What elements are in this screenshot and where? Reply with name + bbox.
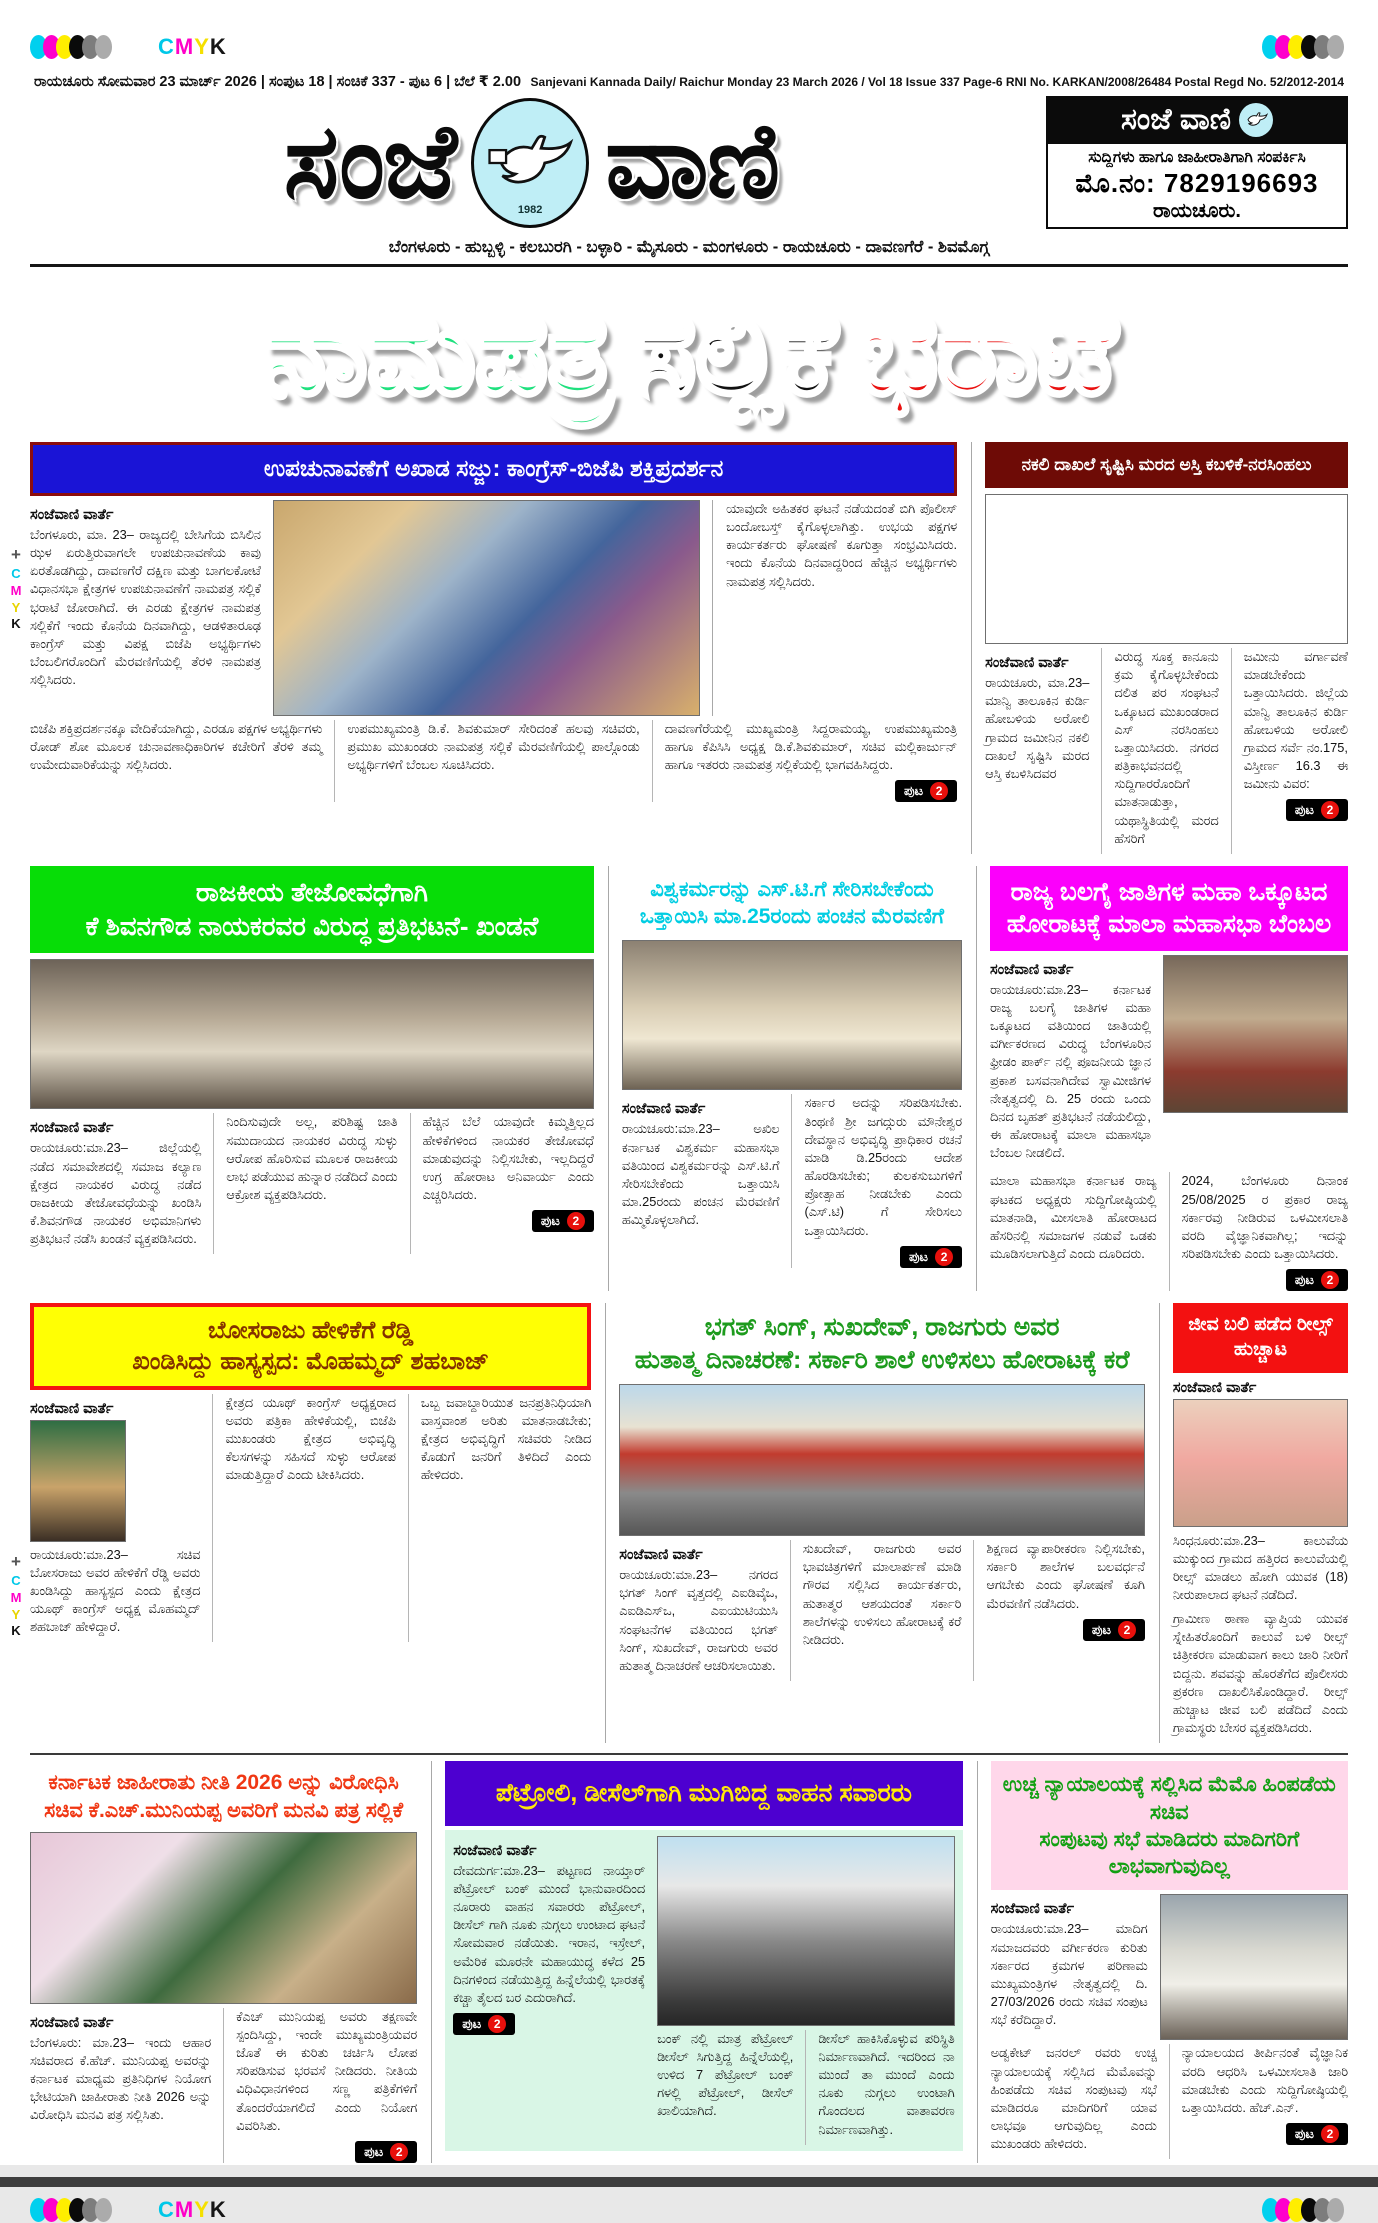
- article-paragraph: ಯಾವುದೇ ಅಹಿತಕರ ಘಟನೆ ನಡೆಯದಂತೆ ಬಿಗಿ ಪೊಲೀಸ್ ಬಂದೋಬಸ್ತ್ ಕೈಗೊಳ್ಳಲಾಗಿತ್ತು. ಉಭಯ ಪಕ್ಷಗಳ ಕಾರ್ಯಕರ್ತರು ಘೋಷಣೆ ಕೂಗುತ್ತಾ ಸಂಭ್ರಮಿಸಿದರು. ಇಂದು ಕೊನೆಯ ದಿನವಾದ್ದರಿಂದ ಹೆಚ್ಚಿನ ಅಭ್ಯರ್ಥಿಗಳು ನಾಮಪತ್ರ ಸಲ್ಲಿಸಿದರು.: [726, 500, 958, 589]
- article-paragraph: ರಾಯಚೂರು:ಮಾ.23– ನಗರದ ಭಗತ್ ಸಿಂಗ್ ವೃತ್ತದಲ್ಲಿ ಎಐಡಿವೈಒ, ಎಐಡಿಎಸ್ಒ, ಎಐಯುಟಿಯುಸಿ ಸಂಘಟನೆಗಳ ವತಿಯಿಂದ ಭಗತ್ ಸಿಂಗ್, ಸುಖದೇವ್, ರಾಜಗುರು ಅವರ ಹುತಾತ್ಮ ದಿನಾಚರಣೆ ಆಚರಿಸಲಾಯಿತು.: [619, 1567, 778, 1673]
- article-paragraph: ಸುಖದೇವ್, ರಾಜಗುರು ಅವರ ಭಾವಚಿತ್ರಗಳಿಗೆ ಮಾಲಾರ್ಪಣೆ ಮಾಡಿ ಗೌರವ ಸಲ್ಲಿಸಿದ ಕಾರ್ಯಕರ್ತರು, ಹುತಾತ್ಮರ ಆಶಯದಂತೆ ಸರ್ಕಾರಿ ಶಾಲೆಗಳನ್ನು ಉಳಿಸಲು ಹೋರಾಟಕ್ಕೆ ಕರೆ ನೀಡಿದರು.: [802, 1541, 962, 1647]
- dateline-english: Sanjevani Kannada Daily/ Raichur Monday 23 March 2026 / Vol 18 Issue 337 Page-6 RNI No. KARKAN/2008/26484 Postal Regd No. 52/2012-2014: [530, 75, 1344, 89]
- bottom-rule: [0, 2177, 1378, 2187]
- article-reels-drowning: [1159, 1303, 1348, 1743]
- article-vishwakarma-demand: [608, 866, 962, 1291]
- photo-reels-victim: [1173, 1399, 1348, 1527]
- banner-word-2: ಸಲ್ಲಿಕೆ: [635, 288, 836, 418]
- article-paragraph: ಕೆಎಚ್ ಮುನಿಯಪ್ಪ ಅವರು ತಕ್ಷಣವೇ ಸ್ಪಂದಿಸಿದ್ದು, ಇಂದೇ ಮುಖ್ಯಮಂತ್ರಿಯವರ ಜೊತೆ ಈ ಕುರಿತು ಚರ್ಚಿಸಿ ಲೋಪ ಸರಿಪಡಿಸುವ ಭರವಸೆ ನೀಡಿದರು. ನೀತಿಯ ವಿಧಿವಿಧಾನಗಳಿಂದ ಸಣ್ಣ ಪತ್ರಿಕೆಗಳಿಗೆ ತೊಂದರೆಯಾಗಲಿದೆ ಎಂದು ನಿಯೋಗ ವಿವರಿಸಿತು.: [236, 2008, 418, 2133]
- article-paragraph: 2024, ಬೆಂಗಳೂರು ದಿನಾಂಕ 25/08/2025 ರ ಪ್ರಕಾರ ರಾಜ್ಯ ಸರ್ಕಾರವು ನೀಡಿರುವ ಒಳಮೀಸಲಾತಿ ವರದಿ ವೈಜ್ಞಾನಿಕವಾಗಿಲ್ಲ; ಇದನ್ನು ಸರಿಪಡಿಸಬೇಕು ಎಂದು ಒತ್ತಾಯಿಸಿದರು.: [1181, 1173, 1348, 1261]
- byline: ಸಂಜೆವಾಣಿ ವಾರ್ತೆ: [453, 1842, 537, 1859]
- banner-word-3: ಭರಾಟೆ: [859, 288, 1116, 418]
- photo-mala-mahasabha-leaders: [1163, 955, 1348, 1113]
- photo-press-meet-dalit-leaders: [985, 494, 1348, 644]
- continued-page-badge: ಪುಟ 2: [1083, 1619, 1145, 1641]
- bottom-registration-strip: [0, 2187, 1378, 2223]
- article-headline: ಜೀವ ಬಲಿ ಪಡೆದ ರೀಲ್ಸ್ ಹುಚ್ಚಾಟ: [1173, 1303, 1348, 1372]
- vertical-registration-mark: + C M Y K: [10, 545, 22, 632]
- byline: ಸಂಜೆವಾಣಿ ವಾರ್ತೆ: [990, 961, 1074, 978]
- cmyk-dots-right-icon: [1266, 2198, 1344, 2222]
- article-paragraph: ಹೆಚ್ಚಿನ ಬೆಲೆ ಯಾವುದೇ ಕಿಮ್ಮತ್ತಿಲ್ಲದ ಹೇಳಿಕೆಗಳಿಂದ ನಾಯಕರ ತೇಜೋವಧೆ ಮಾಡುವುದನ್ನು ನಿಲ್ಲಿಸಬೇಕು, ಇಲ್ಲದಿದ್ದರೆ ಉಗ್ರ ಹೋರಾಟ ಅನಿವಾರ್ಯ ಎಂದು ಎಚ್ಚರಿಸಿದರು.: [422, 1114, 594, 1203]
- article-headline: ರಾಜ್ಯ ಬಲಗೈ ಜಾತಿಗಳ ಮಹಾ ಒಕ್ಕೂಟದ ಹೋರಾಟಕ್ಕೆ ಮಾಲಾ ಮಹಾಸಭಾ ಬೆಂಬಲ: [990, 866, 1348, 951]
- article-bypoll-nominations: [30, 442, 957, 854]
- article-paragraph: ದೇವದುರ್ಗ:ಮಾ.23– ಪಟ್ಟಣದ ನಾಯ್ತಾರ್ ಪೆಟ್ರೋಲ್ ಬಂಕ್ ಮುಂದೆ ಭಾನುವಾರದಿಂದ ನೂರಾರು ವಾಹನ ಸವಾರರು ಪೆಟ್ರೋಲ್, ಡೀಸೆಲ್ ಗಾಗಿ ನೂಕು ನುಗ್ಗಲು ಉಂಟಾದ ಘಟನೆ ಸೋಮವಾರ ನಡೆಯಿತು. ಇರಾನ, ಇಸ್ರೇಲ್, ಅಮೆರಿಕ ಮೂರನೇ ಮಹಾಯುದ್ಧ ಕಳೆದ 25 ದಿನಗಳಿಂದ ನಡೆಯುತ್ತಿದ್ದ ಹಿನ್ನೆಲೆಯಲ್ಲಿ ಭಾರತಕ್ಕೆ ಕಚ್ಚಾ ತೈಲದ ಬರ ಎದುರಾಗಿದೆ.: [453, 1862, 646, 2005]
- photo-protest-meeting: [30, 959, 594, 1109]
- photo-vishwakarma-press: [622, 940, 962, 1090]
- article-headline: ಪೆಟ್ರೋಲಿ, ಡೀಸೆಲ್‌ಗಾಗಿ ಮುಗಿಬಿದ್ದ ವಾಹನ ಸವಾರರು: [445, 1761, 962, 1826]
- article-headline: ಕರ್ನಾಟಕ ಜಾಹೀರಾತು ನೀತಿ 2026 ಅನ್ನು ವಿರೋಧಿಸಿ ಸಚಿವ ಕೆ.ಎಚ್.ಮುನಿಯಪ್ಪ ಅವರಿಗೆ ಮನವಿ ಪತ್ರ ಸಲ್ಲಿಕೆ: [30, 1761, 417, 1832]
- continued-page-badge: ಪುಟ 2: [895, 780, 957, 802]
- article-paragraph: ಬಂಕ್ ನಲ್ಲಿ ಮಾತ್ರ ಪೆಟ್ರೋಲ್ ಡೀಸೆಲ್ ಸಿಗುತ್ತಿದ್ದ ಹಿನ್ನೆಲೆಯಲ್ಲಿ, ಉಳಿದ 7 ಪೆಟ್ರೋಲ್ ಬಂಕ್ ಗಳಲ್ಲಿ ಪೆಟ್ರೋಲ್, ಡೀಸೆಲ್ ಖಾಲಿಯಾಗಿದೆ.: [657, 2030, 794, 2119]
- banner-headline: [0, 267, 1378, 436]
- byline: ಸಂಜೆವಾಣಿ ವಾರ್ತೆ: [30, 2014, 114, 2031]
- photo-shahabaz-portrait: [30, 1420, 126, 1542]
- vertical-registration-mark: + C M Y K: [10, 1552, 22, 1639]
- byline: ಸಂಜೆವಾಣಿ ವಾರ್ತೆ: [30, 506, 114, 523]
- masthead-word-left: ಸಂಜೆ: [283, 103, 456, 220]
- continued-page-badge: ಪುಟ 2: [532, 1210, 594, 1232]
- edition-cities-strip: ಬೆಂಗಳೂರು - ಹುಬ್ಬಳ್ಳಿ - ಕಲಬುರಗಿ - ಬಳ್ಳಾರಿ - ಮೈಸೂರು - ಮಂಗಳೂರು - ರಾಯಚೂರು - ದಾವಣಗೆರೆ - ಶಿವಮೊಗ್ಗ: [30, 233, 1348, 267]
- photo-nomination-rally: [273, 500, 700, 716]
- top-registration-strip: [0, 0, 1378, 60]
- masthead: [0, 90, 1378, 229]
- byline: ಸಂಜೆವಾಣಿ ವಾರ್ತೆ: [619, 1547, 703, 1564]
- dateline: [0, 60, 1378, 90]
- article-headline: ಭಗತ್ ಸಿಂಗ್, ಸುಖದೇವ್, ರಾಜಗುರು ಅವರ ಹುತಾತ್ಮ ದಿನಾಚರಣೆ: ಸರ್ಕಾರಿ ಶಾಲೆ ಉಳಿಸಲು ಹೋರಾಟಕ್ಕೆ ಕರೆ: [619, 1303, 1145, 1384]
- continued-page-badge: ಪುಟ 2: [1286, 2123, 1348, 2145]
- article-paragraph: ಬೆಂಗಳೂರು: ಮಾ.23– ಇಂದು ಆಹಾರ ಸಚಿವರಾದ ಕೆ.ಹೆಚ್. ಮುನಿಯಪ್ಪ ಅವರನ್ನು ಕರ್ನಾಟಕ ಮಾಧ್ಯಮ ಪ್ರತಿನಿಧಿಗಳ ನಿಯೋಗ ಭೇಟಿಯಾಗಿ ಜಾಹೀರಾತು ನೀತಿ 2026 ಅನ್ನು ವಿರೋಧಿಸಿ ಮನವಿ ಪತ್ರ ಸಲ್ಲಿಸಿತು.: [30, 2034, 212, 2123]
- masthead-title: [30, 98, 1032, 228]
- section-divider: [30, 1753, 1348, 1755]
- article-paragraph: ರಾಯಚೂರು:ಮಾ.23– ಸಚಿವ ಬೋಸರಾಜು ಅವರ ಹೇಳಿಕೆಗೆ ರೆಡ್ಡಿ ಅವರು ಖಂಡಿಸಿದ್ದು ಹಾಸ್ಯಸ್ಪದ ಎಂದು ಕ್ಷೇತ್ರದ ಯೂಥ್ ಕಾಂಗ್ರೆಸ್ ಅಧ್ಯಕ್ಷ ಮೊಹಮ್ಮದ್ ಶಹಬಾಜ್ ಹೇಳಿದ್ದಾರೆ.: [30, 1546, 201, 1635]
- article-paragraph: ಬಿಜೆಪಿ ಶಕ್ತಿಪ್ರದರ್ಶನಕ್ಕೂ ವೇದಿಕೆಯಾಗಿದ್ದು, ಎರಡೂ ಪಕ್ಷಗಳ ಅಭ್ಯರ್ಥಿಗಳು ರೋಡ್ ಶೋ ಮೂಲಕ ಚುನಾವಣಾಧಿಕಾರಿಗಳ ಕಚೇರಿಗೆ ತೆರಳಿ ತಮ್ಮ ಉಮೇದುವಾರಿಕೆಯನ್ನು ಸಲ್ಲಿಸಿದರು.: [30, 720, 323, 773]
- article-headline: ನಕಲಿ ದಾಖಲೆ ಸೃಷ್ಟಿಸಿ ಮರದ ಅಸ್ತಿ ಕಬಳಿಕೆ-ನರಸಿಂಹಲು: [985, 442, 1348, 488]
- byline: ಸಂಜೆವಾಣಿ ವಾರ್ತೆ: [985, 655, 1069, 672]
- dateline-kannada: ರಾಯಚೂರು ಸೋಮವಾರ 23 ಮಾರ್ಚ್ 2026 | ಸಂಪುಟ 18 | ಸಂಚಿಕೆ 337 - ಪುಟ 6 | ಬೆಲೆ ₹ 2.00: [34, 74, 522, 90]
- cmyk-label: CMYK: [158, 2196, 227, 2222]
- article-paragraph: ಗ್ರಾಮೀಣ ಠಾಣಾ ವ್ಯಾಪ್ತಿಯ ಯುವಕ ಸ್ನೇಹಿತರೊಂದಿಗೆ ಕಾಲುವೆ ಬಳಿ ರೀಲ್ಸ್ ಚಿತ್ರೀಕರಣ ಮಾಡುವಾಗ ಕಾಲು ಜಾರಿ ನೀರಿಗೆ ಬಿದ್ದನು. ಶವವನ್ನು ಹೊರತೆಗೆದ ಪೊಲೀಸರು ಪ್ರಕರಣ ದಾಖಲಿಸಿಕೊಂಡಿದ್ದಾರೆ. ರೀಲ್ಸ್ ಹುಚ್ಚಾಟ ಜೀವ ಬಲಿ ಪಡೆದಿದೆ ಎಂದು ಗ್ರಾಮಸ್ಥರು ಬೇಸರ ವ್ಯಕ್ತಪಡಿಸಿದರು.: [1172, 1611, 1348, 1736]
- article-paragraph: ಮಾಲಾ ಮಹಾಸಭಾ ಕರ್ನಾಟಕ ರಾಜ್ಯ ಘಟಕದ ಅಧ್ಯಕ್ಷರು ಸುದ್ದಿಗೋಷ್ಠಿಯಲ್ಲಿ ಮಾತನಾಡಿ, ಮೀಸಲಾತಿ ಹೋರಾಟದ ಹೆಸರಿನಲ್ಲಿ ಸಮಾಜಗಳ ನಡುವೆ ಒಡಕು ಮೂಡಿಸಲಾಗುತ್ತಿದೆ ಎಂದು ದೂರಿದರು.: [990, 1173, 1157, 1261]
- cmyk-dots-right-icon: [1266, 35, 1344, 59]
- photo-martyrs-day-march: [619, 1384, 1145, 1536]
- article-paragraph: ಶಿಕ್ಷಣದ ವ್ಯಾಪಾರೀಕರಣ ನಿಲ್ಲಿಸಬೇಕು, ಸರ್ಕಾರಿ ಶಾಲೆಗಳ ಬಲವರ್ಧನೆ ಆಗಬೇಕು ಎಂದು ಘೋಷಣೆ ಕೂಗಿ ಮೆರವಣಿಗೆ ನಡೆಸಿದರು.: [986, 1541, 1145, 1611]
- photo-madiga-press-meet: [1160, 1894, 1348, 2040]
- article-paragraph: ಉಪಮುಖ್ಯಮಂತ್ರಿ ಡಿ.ಕೆ. ಶಿವಕುಮಾರ್ ಸೇರಿದಂತೆ ಹಲವು ಸಚಿವರು, ಪ್ರಮುಖ ಮುಖಂಡರು ನಾಮಪತ್ರ ಸಲ್ಲಿಕೆ ಮೆರವಣಿಗೆಯಲ್ಲಿ ಪಾಲ್ಗೊಂಡು ಅಭ್ಯರ್ಥಿಗಳಿಗೆ ಬೆಂಬಲ ಸೂಚಿಸಿದರು.: [347, 720, 640, 773]
- continued-page-badge: ಪುಟ 2: [453, 2013, 515, 2035]
- article-fake-documents: [971, 442, 1348, 854]
- cmyk-label: CMYK: [158, 34, 227, 59]
- article-headline: ಉಪಚುನಾವಣೆಗೆ ಅಖಾಡ ಸಜ್ಜು: ಕಾಂಗ್ರೆಸ್-ಬಿಜೆಪಿ ಶಕ್ತಿಪ್ರದರ್ಶನ: [30, 442, 957, 496]
- article-ad-policy-memorandum: [30, 1761, 417, 2163]
- photo-petrol-bunk-crowd: [657, 1836, 954, 2026]
- article-headline: ಉಚ್ಚ ನ್ಯಾಯಾಲಯಕ್ಕೆ ಸಲ್ಲಿಸಿದ ಮೆಮೊ ಹಿಂಪಡೆಯ ಸಚಿವ ಸಂಪುಟವು ಸಭೆ ಮಾಡಿದರು ಮಾದಿಗರಿಗೆ ಲಾಭವಾಗುವುದಿಲ್ಲ: [991, 1761, 1348, 1890]
- byline: ಸಂಜೆವಾಣಿ ವಾರ್ತೆ: [30, 1120, 114, 1137]
- article-paragraph: ರಾಯಚೂರು:ಮಾ.23– ಅಖಿಲ ಕರ್ನಾಟಕ ವಿಶ್ವಕರ್ಮ ಮಹಾಸಭಾ ವತಿಯಿಂದ ವಿಶ್ವಕರ್ಮರನ್ನು ಎಸ್.ಟಿ.ಗೆ ಸೇರಿಸಬೇಕೆಂದು ಒತ್ತಾಯಿಸಿ ಮಾ.25ರಂದು ಪಂಚನ ಮೆರವಣಿಗೆ ಹಮ್ಮಿಕೊಳ್ಳಲಾಗಿದೆ.: [621, 1121, 780, 1228]
- continued-page-badge: ಪುಟ 2: [355, 2141, 417, 2163]
- byline: ಸಂಜೆವಾಣಿ ವಾರ್ತೆ: [30, 1400, 114, 1417]
- article-paragraph: ರಾಯಚೂರು:ಮಾ.23– ಮಾದಿಗ ಸಮಾಜದವರು ವರ್ಗೀಕರಣ ಕುರಿತು ಸರ್ಕಾರದ ಕ್ರಮಗಳ ಪರಿಣಾಮ ಮುಖ್ಯಮಂತ್ರಿಗಳ ನೇತೃತ್ವದಲ್ಲಿ ದಿ. 27/03/2026 ರಂದು ಸಚಿವ ಸಂಪುಟ ಸಭೆ ಕರೆದಿದ್ದಾರೆ.: [990, 1921, 1148, 2028]
- continued-page-badge: ಪುಟ 2: [1286, 1269, 1348, 1291]
- article-paragraph: ರಾಯಚೂರು, ಮಾ.23– ಮಾನ್ವಿ ತಾಲೂಕಿನ ಕುರ್ಡಿ ಹೋಬಳಿಯ ಅರೋಲಿ ಗ್ರಾಮದ ಜಮೀನಿನ ನಕಲಿ ದಾಖಲೆ ಸೃಷ್ಟಿಸಿ ಮರದ ಆಸ್ತಿ ಕಬಳಿಸಿದವರ: [985, 675, 1090, 781]
- continued-page-badge: ಪುಟ 2: [900, 1246, 962, 1268]
- article-headline: ರಾಜಕೀಯ ತೇಜೋವಧೆಗಾಗಿ ಕೆ ಶಿವನಗೌಡ ನಾಯಕರವರ ವಿರುದ್ಧ ಪ್ರತಿಭಟನೆ- ಖಂಡನೆ: [30, 866, 594, 954]
- article-paragraph: ರಾಯಚೂರು:ಮಾ.23– ಕರ್ನಾಟಕ ರಾಜ್ಯ ಬಲಗೈ ಜಾತಿಗಳ ಮಹಾ ಒಕ್ಕೂಟದ ವತಿಯಿಂದ ಜಾತಿಯಲ್ಲಿ ವರ್ಗೀಕರಣದ ವಿರುದ್ಧ ಬೆಂಗಳೂರಿನ ಫ್ರೀಡಂ ಪಾರ್ಕ್ ನಲ್ಲಿ ಪೂಜನೀಯ ಜ್ಞಾನ ಪ್ರಕಾಶ ಬಸವನಾಗಿದೇವ ಸ್ವಾಮೀಜಿಗಳ ನೇತೃತ್ವದಲ್ಲಿ ದಿ. 25 ರಂದು ಒಂದು ದಿನದ ಬೃಹತ್ ಪ್ರತಿಭಟನೆ ನಡೆಯಲಿದ್ದು, ಈ ಹೋರಾಟಕ್ಕೆ ಮಾಲಾ ಮಹಾಸಭಾ ಬೆಂಬಲ ನೀಡಲಿದೆ.: [990, 981, 1151, 1161]
- byline: ಸಂಜೆವಾಣಿ ವಾರ್ತೆ: [621, 1101, 706, 1118]
- cmyk-dots-left-icon: [34, 2198, 112, 2222]
- dove-logo-icon: [471, 98, 589, 228]
- article-madiga-cabinet-memo: [977, 1761, 1348, 2163]
- article-petrol-rush: [431, 1761, 962, 2163]
- contact-tagline: ಸುದ್ದಿಗಳು ಹಾಗೂ ಜಾಹೀರಾತಿಗಾಗಿ ಸಂಪರ್ಕಿಸಿ: [1048, 142, 1346, 168]
- established-year: 1982: [517, 203, 543, 216]
- article-paragraph: ಬೆಂಗಳೂರು, ಮಾ. 23– ರಾಜ್ಯದಲ್ಲಿ ಬೇಸಿಗೆಯ ಬಿಸಿಲಿನ ಝಳ ಏರುತ್ತಿರುವಾಗಲೇ ಉಪಚುನಾವಣೆಯ ಕಾವು ಏರತೊಡಗಿದ್ದು, ದಾವಣಗೆರೆ ದಕ್ಷಿಣ ಮತ್ತು ಬಾಗಲಕೋಟೆ ವಿಧಾನಸಭಾ ಕ್ಷೇತ್ರಗಳ ಉಪಚುನಾವಣೆಗೆ ನಾಮಪತ್ರ ಸಲ್ಲಿಕೆ ಭರಾಟೆ ಜೋರಾಗಿದೆ. ಈ ಎರಡು ಕ್ಷೇತ್ರಗಳ ನಾಮಪತ್ರ ಸಲ್ಲಿಕೆಗೆ ಇಂದು ಕೊನೆಯ ದಿನವಾಗಿದ್ದು, ಆಡಳಿತಾರೂಢ ಕಾಂಗ್ರೆಸ್ ಮತ್ತು ವಿಪಕ್ಷ ಬಿಜೆಪಿ ಅಭ್ಯರ್ಥಿಗಳು ಬೆಂಬಲಿಗರೊಂದಿಗೆ ಮೆರವಣಿಗೆಯಲ್ಲಿ ತೆರಳಿ ನಾಮಪತ್ರ ಸಲ್ಲಿಸಿದರು.: [30, 526, 261, 688]
- byline: ಸಂಜೆವಾಣಿ ವಾರ್ತೆ: [990, 1901, 1074, 1918]
- cmyk-dots-left-icon: [34, 35, 112, 59]
- article-paragraph: ನಿಂದಿಸುವುದೇ ಅಲ್ಲ, ಪರಿಶಿಷ್ಟ ಜಾತಿ ಸಮುದಾಯದ ನಾಯಕರ ವಿರುದ್ಧ ಸುಳ್ಳು ಆರೋಪ ಹೊರಿಸುವ ಮೂಲಕ ರಾಜಕೀಯ ಲಾಭ ಪಡೆಯುವ ಹುನ್ನಾರ ನಡೆದಿದೆ ಎಂದು ಆಕ್ರೋಶ ವ್ಯಕ್ತಪಡಿಸಿದರು.: [226, 1114, 398, 1203]
- article-paragraph: ಅಡ್ವಕೇಟ್ ಜನರಲ್ ರವರು ಉಚ್ಚ ನ್ಯಾಯಾಲಯಕ್ಕೆ ಸಲ್ಲಿಸಿದ ಮೆಮೊವನ್ನು ಹಿಂಪಡೆದು ಸಚಿವ ಸಂಪುಟವು ಸಭೆ ಮಾಡಿದರೂ ಮಾದಿಗರಿಗೆ ಯಾವ ಲಾಭವೂ ಆಗುವುದಿಲ್ಲ ಎಂದು ಮುಖಂಡರು ಹೇಳಿದರು.: [990, 2045, 1157, 2152]
- dove-mini-icon: [1239, 103, 1273, 137]
- article-paragraph: ದಾವಣಗೆರೆಯಲ್ಲಿ ಮುಖ್ಯಮಂತ್ರಿ ಸಿದ್ದರಾಮಯ್ಯ, ಉಪಮುಖ್ಯಮಂತ್ರಿ ಹಾಗೂ ಕೆಪಿಸಿಸಿ ಅಧ್ಯಕ್ಷ ಡಿ.ಕೆ.ಶಿವಕುಮಾರ್, ಸಚಿವ ಮಲ್ಲಿಕಾರ್ಜುನ್ ಹಾಗೂ ಇತರರು ನಾಮಪತ್ರ ಸಲ್ಲಿಕೆಯಲ್ಲಿ ಭಾಗವಹಿಸಿದ್ದರು.: [664, 720, 958, 773]
- article-martyrs-day: [605, 1303, 1145, 1743]
- banner-word-1: ನಾಮಪತ್ರ: [262, 288, 612, 418]
- continued-page-badge: ಪುಟ 2: [1286, 799, 1348, 821]
- article-mala-mahasabha-support: [976, 866, 1348, 1291]
- article-headline: ಬೋಸರಾಜು ಹೇಳಿಕೆಗೆ ರೆಡ್ಡಿ ಖಂಡಿಸಿದ್ದು ಹಾಸ್ಯಸ್ಪದ: ಮೊಹಮ್ಮದ್ ಶಹಬಾಜ್: [30, 1303, 591, 1389]
- contact-phone: ಮೊ.ನಂ: 7829196693: [1075, 168, 1319, 198]
- article-paragraph: ಡೀಸೆಲ್ ಹಾಕಿಸಿಕೊಳ್ಳುವ ಪರಿಸ್ಥಿತಿ ನಿರ್ಮಾಣವಾಗಿದೆ. ಇದರಿಂದ ನಾ ಮುಂದೆ ತಾ ಮುಂದೆ ಎಂದು ನೂಕು ನುಗ್ಗಲು ಉಂಟಾಗಿ ಗೊಂದಲದ ವಾತಾವರಣ ನಿರ್ಮಾಣವಾಗಿತ್ತು.: [818, 2030, 955, 2137]
- photo-memorandum-handover: [30, 1832, 417, 2004]
- article-paragraph: ಜಮೀನು ವರ್ಗಾವಣೆ ಮಾಡಬೇಕೆಂದು ಒತ್ತಾಯಿಸಿದರು. ಜಿಲ್ಲೆಯ ಮಾನ್ವಿ ತಾಲೂಕಿನ ಕುರ್ಡಿ ಹೋಬಳಿಯ ಅರೋಲಿ ಗ್ರಾಮದ ಸರ್ವೆ ನಂ.175, ವಿಸ್ತೀರ್ಣ 16.3 ಈ ಜಮೀನು ವಿವರ:: [1243, 649, 1348, 792]
- article-shahabaz-statement: [30, 1303, 591, 1743]
- contact-box: [1046, 96, 1348, 229]
- article-paragraph: ರಾಯಚೂರು:ಮಾ.23– ಜಿಲ್ಲೆಯಲ್ಲಿ ನಡೆದ ಸಮಾವೇಶದಲ್ಲಿ ಸಮಾಜ ಕಲ್ಯಾಣ ಕ್ಷೇತ್ರದ ನಾಯಕರ ವಿರುದ್ಧ ನಡೆದ ರಾಜಕೀಯ ತೇಜೋವಧೆಯನ್ನು ಖಂಡಿಸಿ ಕೆ.ಶಿವನಗೌಡ ನಾಯಕರ ಅಭಿಮಾನಿಗಳು ಪ್ರತಿಭಟನೆ ನಡೆಸಿ ಖಂಡನೆ ವ್ಯಕ್ತಪಡಿಸಿದರು.: [30, 1140, 202, 1247]
- article-paragraph: ವಿರುದ್ಧ ಸೂಕ್ತ ಕಾನೂನು ಕ್ರಮ ಕೈಗೊಳ್ಳಬೇಕೆಂದು ದಲಿತ ಪರ ಸಂಘಟನೆ ಒಕ್ಕೂಟದ ಮುಖಂಡರಾದ ಎಸ್ ನರಸಿಂಹಲು ಒತ್ತಾಯಿಸಿದರು. ನಗರದ ಪತ್ರಿಕಾಭವನದಲ್ಲಿ ಸುದ್ದಿಗಾರರೊಂದಿಗೆ ಮಾತನಾಡುತ್ತಾ, ಯಥಾಸ್ಥಿತಿಯಲ್ಲಿ ಮರದ ಹೆಸರಿಗೆ: [1114, 649, 1219, 846]
- article-paragraph: ಸಿಂಧನೂರು:ಮಾ.23– ಕಾಲುವೆಯ ಮುಕ್ಕುಂದ ಗ್ರಾಮದ ಹತ್ತಿರದ ಕಾಲುವೆಯಲ್ಲಿ ರೀಲ್ಸ್ ಮಾಡಲು ಹೋಗಿ ಯುವಕ (18) ನೀರುಪಾಲಾದ ಘಟನೆ ನಡೆದಿದೆ.: [1172, 1532, 1348, 1602]
- article-paragraph: ಕ್ಷೇತ್ರದ ಯೂಥ್ ಕಾಂಗ್ರೆಸ್ ಅಧ್ಯಕ್ಷರಾದ ಅವರು ಪತ್ರಿಕಾ ಹೇಳಿಕೆಯಲ್ಲಿ, ಬಿಜೆಪಿ ಮುಖಂಡರು ಕ್ಷೇತ್ರದ ಅಭಿವೃದ್ಧಿ ಕೆಲಸಗಳನ್ನು ಸಹಿಸದೆ ಸುಳ್ಳು ಆರೋಪ ಮಾಡುತ್ತಿದ್ದಾರೆ ಎಂದು ಟೀಕಿಸಿದರು.: [225, 1394, 396, 1483]
- article-headline: ವಿಶ್ವಕರ್ಮರನ್ನು ಎಸ್.ಟಿ.ಗೆ ಸೇರಿಸಬೇಕೆಂದು ಒತ್ತಾಯಿಸಿ ಮಾ.25ರಂದು ಪಂಚನ ಮೆರವಣಿಗೆ: [622, 866, 962, 941]
- contact-city: ರಾಯಚೂರು.: [1153, 200, 1241, 222]
- article-paragraph: ಒಬ್ಬ ಜವಾಬ್ದಾರಿಯುತ ಜನಪ್ರತಿನಿಧಿಯಾಗಿ ವಾಸ್ತವಾಂಶ ಅರಿತು ಮಾತನಾಡಬೇಕು; ಕ್ಷೇತ್ರದ ಅಭಿವೃದ್ಧಿಗೆ ಸಚಿವರು ನೀಡಿದ ಕೊಡುಗೆ ಜನರಿಗೆ ತಿಳಿದಿದೆ ಎಂದು ಹೇಳಿದರು.: [420, 1394, 592, 1483]
- article-paragraph: ಸರ್ಕಾರ ಅದನ್ನು ಸರಿಪಡಿಸಬೇಕು. ತಿಂಥಣಿ ಶ್ರೀ ಜಗದ್ಗುರು ಮೌನೇಶ್ವರ ದೇವಸ್ಥಾನ ಅಭಿವೃದ್ಧಿ ಪ್ರಾಧಿಕಾರ ರಚನೆ ಮಾಡಿ ಡಿ.25ರಂದು ಆದೇಶ ಹೊರಡಿಸಬೇಕು; ಕುಲಕಸುಬುಗಳಿಗೆ ಪ್ರೋತ್ಸಾಹ ನೀಡಬೇಕು ಎಂದು (ಎಸ್.ಟಿ) ಗೆ ಸೇರಿಸಲು ಒತ್ತಾಯಿಸಿದರು.: [804, 1095, 963, 1238]
- article-shivanagouda-protest: [30, 866, 594, 1291]
- byline: ಸಂಜೆವಾಣಿ ವಾರ್ತೆ: [1172, 1379, 1257, 1396]
- article-paragraph: ನ್ಯಾಯಾಲಯದ ತೀರ್ಪಿನಂತೆ ವೈಜ್ಞಾನಿಕ ವರದಿ ಆಧರಿಸಿ ಒಳಮೀಸಲಾತಿ ಜಾರಿ ಮಾಡಬೇಕು ಎಂದು ಸುದ್ದಿಗೋಷ್ಠಿಯಲ್ಲಿ ಒತ್ತಾಯಿಸಿದರು. ಹೆಚ್.ಎನ್.: [1181, 2045, 1348, 2115]
- masthead-word-right: ವಾಣಿ: [605, 103, 779, 220]
- contact-box-title: ಸಂಜೆ ವಾಣಿ: [1120, 103, 1231, 136]
